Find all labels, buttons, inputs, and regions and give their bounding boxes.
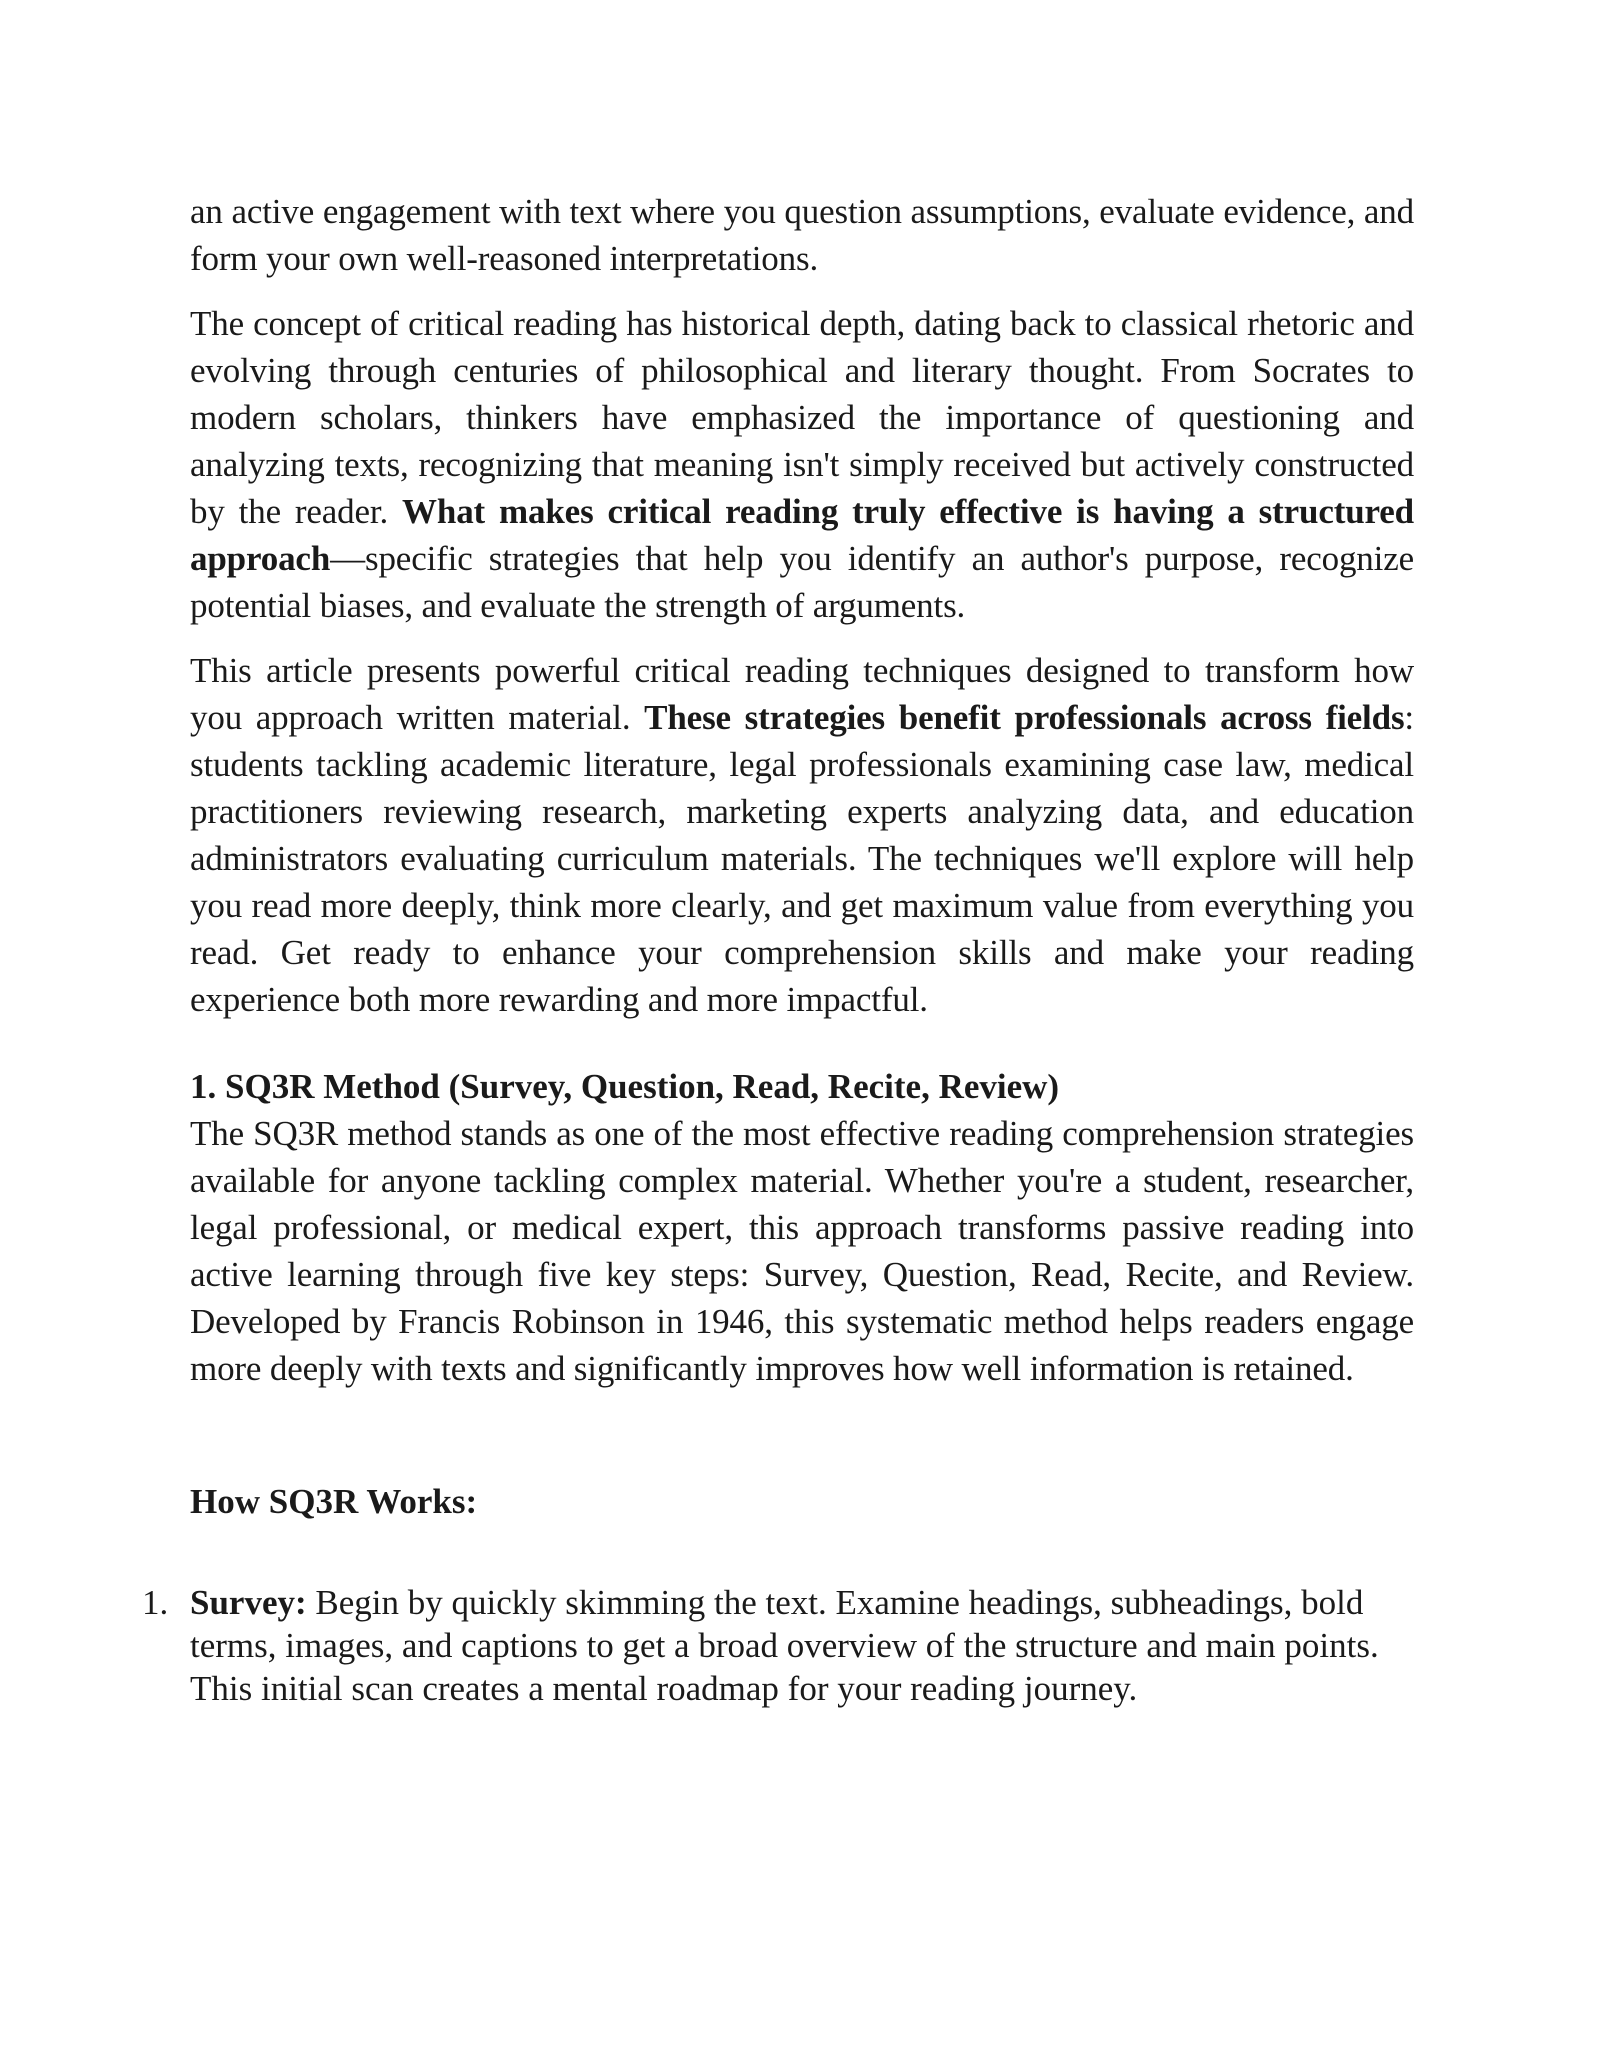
intro-paragraph-continuation xyxy=(190,188,1414,282)
emphasis-text: What makes critical reading truly effective is having a structured approach xyxy=(190,492,1414,578)
emphasis-text: These strategies benefit professionals across fields xyxy=(644,698,1405,737)
section-heading: 1. SQ3R Method (Survey, Question, Read, Recite, Review) xyxy=(190,1067,1060,1106)
list-item-term: Survey: xyxy=(190,1583,307,1622)
article-overview-paragraph xyxy=(190,647,1414,1023)
steps-list xyxy=(142,1581,1414,1710)
list-item-text: Begin by quickly skimming the text. Examine headings, subheadings, bold terms, images, and captions to get a broad overview of the structure and main points. This initial scan creates a mental roadmap for your reading journey. xyxy=(190,1583,1379,1708)
section-body-paragraph xyxy=(190,1110,1414,1392)
paragraph-text: an active engagement with text where you question assumptions, evaluate evidence, and form your own well-reasoned interpretations. xyxy=(190,192,1414,278)
paragraph-text: : students tackling academic literature, legal professionals examining case law, medical practitioners reviewing research, marketing experts analyzing data, and education administrators evaluating curriculum materials. The techniques we'll explore will help you read more deeply, think more clearly, and get maximum value from everything you read. Get ready to enhance your comprehension skills and make your reading experience both more rewarding and more impactful. xyxy=(190,698,1414,1019)
history-paragraph xyxy=(190,300,1414,629)
list-item xyxy=(142,1581,1414,1710)
paragraph-text: —specific strategies that help you identify an author's purpose, recognize potential biases, and evaluate the strength of arguments. xyxy=(190,539,1414,625)
paragraph-text: The concept of critical reading has historical depth, dating back to classical rhetoric and evolving through centuries of philosophical and literary thought. From Socrates to modern scholars, thinkers have emphasized the importance of questioning and analyzing texts, recognizing that meaning isn't simply received but actively constructed by the reader. xyxy=(190,304,1414,531)
paragraph-text: The SQ3R method stands as one of the most effective reading comprehension strategies available for anyone tackling complex material. Whether you're a student, researcher, legal professional, or medical expert, this approach transforms passive reading into active learning through five key steps: Survey, Question, Read, Recite, and Review. Developed by Francis Robinson in 1946, this systematic method helps readers engage more deeply with texts and significantly improves how well information is retained. xyxy=(190,1114,1414,1388)
document-page xyxy=(142,188,1414,1710)
paragraph-text: This article presents powerful critical reading techniques designed to transform how you approach written material. xyxy=(190,651,1414,737)
subsection-heading: How SQ3R Works: xyxy=(190,1482,478,1521)
list-item-number: 1. xyxy=(142,1583,169,1622)
